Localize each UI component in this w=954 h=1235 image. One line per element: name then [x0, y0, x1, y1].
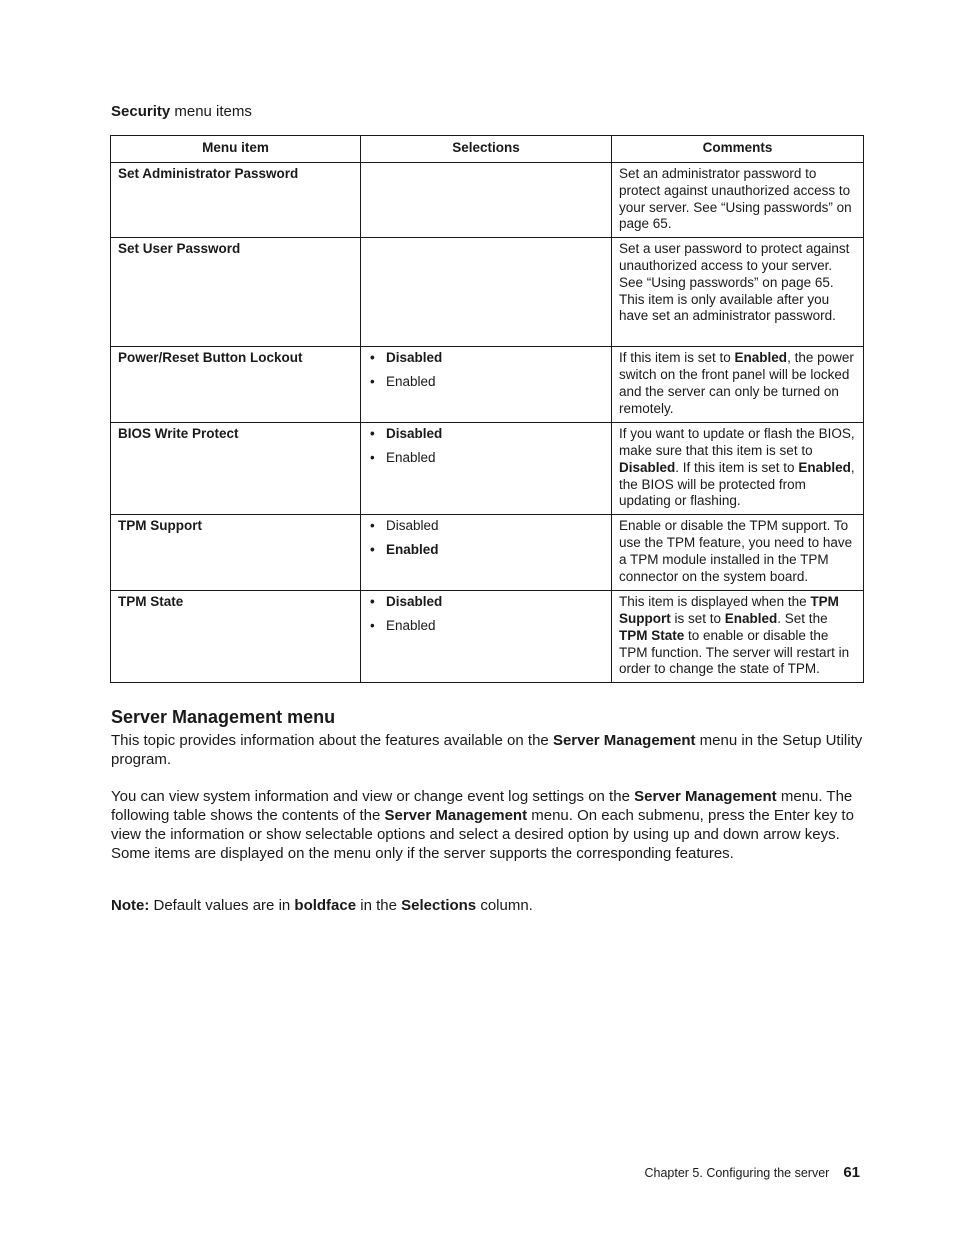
comment-text: , the BIOS will be protected from updating or flashing. — [619, 459, 855, 509]
table-caption — [111, 102, 252, 122]
caption-bold: Security — [111, 103, 171, 120]
page-footer — [644, 1163, 860, 1183]
table-row — [111, 347, 864, 423]
paragraph-bold: Server Management — [634, 788, 777, 805]
table-row — [111, 238, 864, 347]
comment-cell — [612, 423, 864, 515]
comment-text: . Set the — [777, 610, 828, 626]
chapter-title: Chapter 5. Configuring the server — [644, 1166, 830, 1180]
security-menu-table — [110, 135, 864, 683]
paragraph-text: menu. The following table shows the contents of the — [111, 788, 853, 824]
selection-option: • Enabled — [368, 618, 604, 635]
selections-list — [368, 518, 604, 559]
comment-text: , the power switch on the front panel will be locked and the server can only be turned on remotely. — [619, 350, 854, 416]
selections-list — [368, 426, 604, 467]
menu-item-cell: TPM Support — [111, 515, 361, 591]
menu-item-cell: Set Administrator Password — [111, 163, 361, 238]
paragraph-text: You can view system information and view or change event log settings on the — [111, 788, 635, 805]
selection-option-default: • Disabled — [368, 426, 604, 443]
selections-cell — [361, 163, 612, 238]
section-heading: Server Management menu — [111, 707, 336, 727]
paragraph-text: Default values are in — [149, 897, 295, 914]
comment-cell — [612, 591, 864, 683]
paragraph-bold: boldface — [294, 897, 357, 914]
paragraph-bold: Selections — [401, 897, 477, 914]
comment-bold: Enabled — [724, 610, 778, 626]
comment-text: If you want to update or flash the BIOS, make sure that this item is set to — [619, 426, 855, 458]
note-label: Note: — [111, 897, 150, 914]
comment-text: This item is displayed when the — [619, 594, 811, 610]
selections-cell — [361, 515, 612, 591]
selections-cell — [361, 591, 612, 683]
selection-option: • Enabled — [368, 374, 604, 391]
comment-bold: TPM Support — [619, 594, 839, 626]
comment-text: If this item is set to — [619, 350, 735, 366]
comment-text: is set to — [670, 610, 725, 626]
selection-option-default: • Disabled — [368, 594, 604, 611]
selection-option-default: • Disabled — [368, 350, 604, 367]
table-row — [111, 163, 864, 238]
paragraph-text: menu. On each submenu, press the Enter key to view the information or show selectable options and select a desired option by using up and down arrow keys. Some items are displayed on the menu only if the server supports the corresponding features. — [111, 807, 854, 862]
header-menu-item: Menu item — [111, 136, 361, 163]
comment-cell — [612, 347, 864, 423]
comment-bold: Disabled — [619, 459, 676, 475]
paragraph-bold: Server Management — [384, 807, 528, 824]
comment-bold: Enabled — [798, 459, 851, 475]
table-header-row — [111, 136, 864, 163]
table-row — [111, 591, 864, 683]
intro-paragraph — [111, 731, 863, 769]
selections-list — [368, 594, 604, 635]
paragraph-text: in the — [356, 897, 402, 914]
selections-cell — [361, 423, 612, 515]
menu-item-cell: Set User Password — [111, 238, 361, 347]
comment-cell: Set a user password to protect against unauthorized access to your server. See “Using passwords” on page 65. This item is only available after you have set an administrator password. — [612, 238, 864, 347]
comment-cell: Set an administrator password to protect against unauthorized access to your server. See “Using passwords” on page 65. — [612, 163, 864, 238]
comment-bold: TPM State — [619, 627, 685, 643]
selection-option: • Enabled — [368, 450, 604, 467]
header-selections: Selections — [361, 136, 612, 163]
comment-cell: Enable or disable the TPM support. To use the TPM feature, you need to have a TPM module installed in the TPM connector on the system board. — [612, 515, 864, 591]
selections-cell — [361, 347, 612, 423]
description-paragraph — [111, 787, 863, 863]
selection-option-default: • Enabled — [368, 542, 604, 559]
selections-cell — [361, 238, 612, 347]
menu-item-cell: Power/Reset Button Lockout — [111, 347, 361, 423]
page-number: 61 — [843, 1164, 860, 1181]
header-comments: Comments — [612, 136, 864, 163]
note-paragraph — [111, 896, 863, 915]
table-row — [111, 423, 864, 515]
selections-list — [368, 350, 604, 391]
table-row — [111, 515, 864, 591]
comment-bold: Enabled — [734, 350, 788, 366]
paragraph-text: column. — [476, 897, 533, 914]
caption-text: menu items — [170, 103, 252, 120]
paragraph-text: menu in the Setup Utility program. — [111, 732, 863, 768]
comment-text: to enable or disable the TPM function. The server will restart in order to change the state of TPM. — [619, 627, 850, 677]
paragraph-bold: Server Management — [552, 732, 696, 749]
selection-option: • Disabled — [368, 518, 604, 535]
menu-item-cell: TPM State — [111, 591, 361, 683]
comment-text: . If this item is set to — [675, 459, 799, 475]
paragraph-text: This topic provides information about the features available on the — [111, 732, 553, 749]
menu-item-cell: BIOS Write Protect — [111, 423, 361, 515]
